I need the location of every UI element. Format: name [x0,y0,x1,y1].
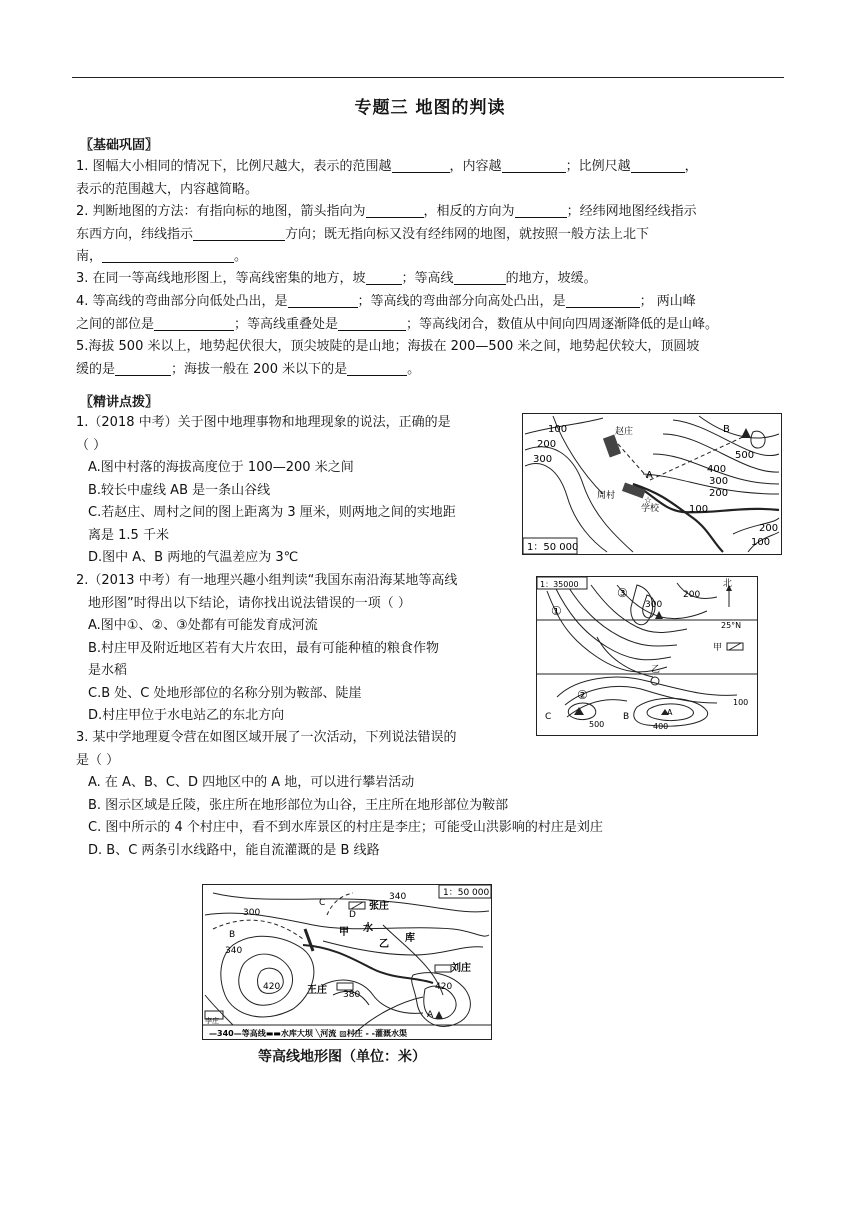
section-basic-heading: 〖基础巩固〗 [80,138,159,153]
contour-map-1 [522,413,782,555]
svg-text:500: 500 [735,450,755,461]
map2-label-b: B [623,712,630,722]
map2-scale: 1：35000 [540,580,579,589]
svg-text:100: 100 [689,504,709,515]
map2-label-yi: 乙 [651,665,661,675]
svg-text:200: 200 [537,439,557,450]
svg-text:100: 100 [548,424,568,435]
contour-map-3 [202,884,492,1040]
lecture-question-1: 1.（2018 中考）关于图中地理事物和地理现象的说法，正确的是 （ ） A.图中村落的海拔高度位于 100—200 米之间 B.较长中虚线 AB 是一条山谷线 C.若赵庄、周村之间的图上距离为 3 厘米，则两地之间的实地距 离是 1.5 千米 D.图中 A、B 两地的气温差应为 3℃ [76,412,516,570]
q3-option-b: B. 图示区域是丘陵，张庄所在地形部位为山谷，王庄所在地形部位为鞍部 [88,797,509,813]
map1-label-zhaozhuang: 赵庄 [615,427,634,437]
map3-label-ku: 库 [405,933,415,944]
svg-text:500: 500 [589,720,605,729]
lecture-question-3-options [76,772,786,862]
svg-text:420: 420 [435,982,453,992]
basic-question-2: 2. 判断地图的方法：有指向标的地图，箭头指向为 ，相反的方向为 ；经纬网地图经线指示 东西方向，纬线指示 方向；既无指向标又没有经纬网的地图，就按照一般方法上北下 南， 。 [76,204,697,264]
map2-label-a: A [667,708,673,717]
svg-text:300: 300 [709,476,729,487]
q1-option-a: A.图中村落的海拔高度位于 100—200 米之间 [88,460,354,475]
map3-caption: 等高线地形图（单位：米） [258,1049,426,1065]
svg-text:380: 380 [343,990,361,1000]
map3-label-a: A [427,1010,434,1020]
svg-text:200: 200 [683,590,701,600]
svg-text:340: 340 [389,892,407,902]
q3-option-c: C. 图中所示的 4 个村庄中，看不到水库景区的村庄是李庄；可能受山洪影响的村庄是刘庄 [88,820,603,835]
map3-label-jia: 甲 [339,927,349,938]
basic-question-3: 3. 在同一等高线地形图上，等高线密集的地方，坡 ；等高线 的地方，坡缓。 [76,271,597,286]
map2-label-3: ③ [617,586,628,600]
section-lecture-heading: 〖精讲点拨〗 [80,395,159,410]
map2-label-c: C [545,712,552,722]
map3-label-wangzhuang: 王庄 [307,985,327,996]
svg-text:420: 420 [263,982,281,992]
map3-scale: 1：50 000 [443,888,490,898]
svg-text:200: 200 [759,523,779,534]
map1-label-b: B [723,424,730,435]
map3-label-yi: 乙 [379,939,389,950]
q1-option-b: B.较长中虚线 AB 是一条山谷线 [88,482,271,498]
q3-option-a: A. 在 A、B、C、D 四地区中的 A 地，可以进行攀岩活动 [88,775,415,790]
svg-text:400: 400 [707,464,727,475]
map1-label-zhoucun: 周村 [597,491,616,501]
basic-question-1: 1. 图幅大小相同的情况下，比例尺越大，表示的范围越 ，内容越 ；比例尺越 ， 表示的范围越大，内容越简略。 [76,159,698,197]
map3-label-c: C [319,898,326,908]
basic-question-4: 4. 等高线的弯曲部分向低处凸出，是 ；等高线的弯曲部分向高处凸出，是 ； 两山峰 之间的部位是 ；等高线重叠处是 ；等高线闭合，数值从中间向四周逐渐降低的是山峰。 [76,294,719,332]
svg-text:100: 100 [751,537,771,548]
map3-label-liuzhuang: 刘庄 [451,963,471,974]
q1-option-d: D.图中 A、B 两地的气温差应为 3℃ [88,550,299,565]
map3-label-lizhuang: 李庄 [205,1017,219,1025]
map2-north: 北 [723,579,733,589]
svg-text:100: 100 [733,698,749,707]
page-title: 专题三 地图的判读 [354,98,506,118]
map3-legend: —340—等高线▬▬水库大坝 ╲河流 ▨村庄 - -灌溉水渠 [209,1029,407,1038]
contour-map-2 [536,576,758,736]
svg-text:200: 200 [709,488,729,499]
map1-scale: 1：50 000 [527,542,579,553]
header-rule [72,77,784,78]
map2-label-2: ② [577,688,588,702]
map2-legend: 甲 [713,643,723,653]
q2-option-b: B.村庄甲及附近地区若有大片农田，最有可能种植的粮食作物 [88,640,440,656]
q1-option-c: C.若赵庄、周村之间的图上距离为 3 厘米，则两地之间的实地距 [88,505,456,520]
q2-option-a: A.图中①、②、③处都有可能发育成河流 [88,618,318,633]
map3-label-b: B [229,930,236,940]
q2-option-d: D.村庄甲位于水电站乙的东北方向 [88,708,285,723]
basic-question-5: 5.海拔 500 米以上，地势起伏很大，顶尖坡陡的是山地；海拔在 200—500 米之间，地势起伏较大，顶圆坡 缓的是 ；海拔一般在 200 米以下的是 。 [76,339,700,377]
map3-label-zhangzhuang: 张庄 [369,901,389,912]
map1-label-a: A [646,470,653,481]
map2-label-1: ① [551,604,562,618]
svg-text:☆: ☆ [644,496,653,506]
map3-label-shui: 水 [363,923,373,934]
svg-text:400: 400 [653,722,669,731]
svg-text:300: 300 [645,600,663,610]
lecture-question-2: 2.（2013 中考）有一地理兴趣小组判读“我国东南沿海某地等高线 地形图”时得出以下结论，请你找出说法错误的一项（ ） A.图中①、②、③处都有可能发育成河流 B.村庄甲及附近地区若有大片农田，最有可能种植的粮食作物 是水稻 C.B 处、C 处地形部位的名称分别为鞍部、陡崖 D.村庄甲位于水电站乙的东北方向 [76,570,516,728]
map3-label-d: D [349,910,356,920]
map1-label-school: 学校 [641,504,660,514]
svg-text:340: 340 [225,946,243,956]
map2-latitude: 25°N [721,621,742,630]
q3-option-d: D. B、C 两条引水线路中，能自流灌溉的是 B 线路 [88,842,380,858]
lecture-question-3-stem: 3. 某中学地理夏令营在如图区域开展了一次活动，下列说法错误的 是（ ） [76,730,457,768]
svg-text:300: 300 [243,908,261,918]
svg-text:300: 300 [533,454,553,465]
q2-option-c: C.B 处、C 处地形部位的名称分别为鞍部、陡崖 [88,685,362,701]
